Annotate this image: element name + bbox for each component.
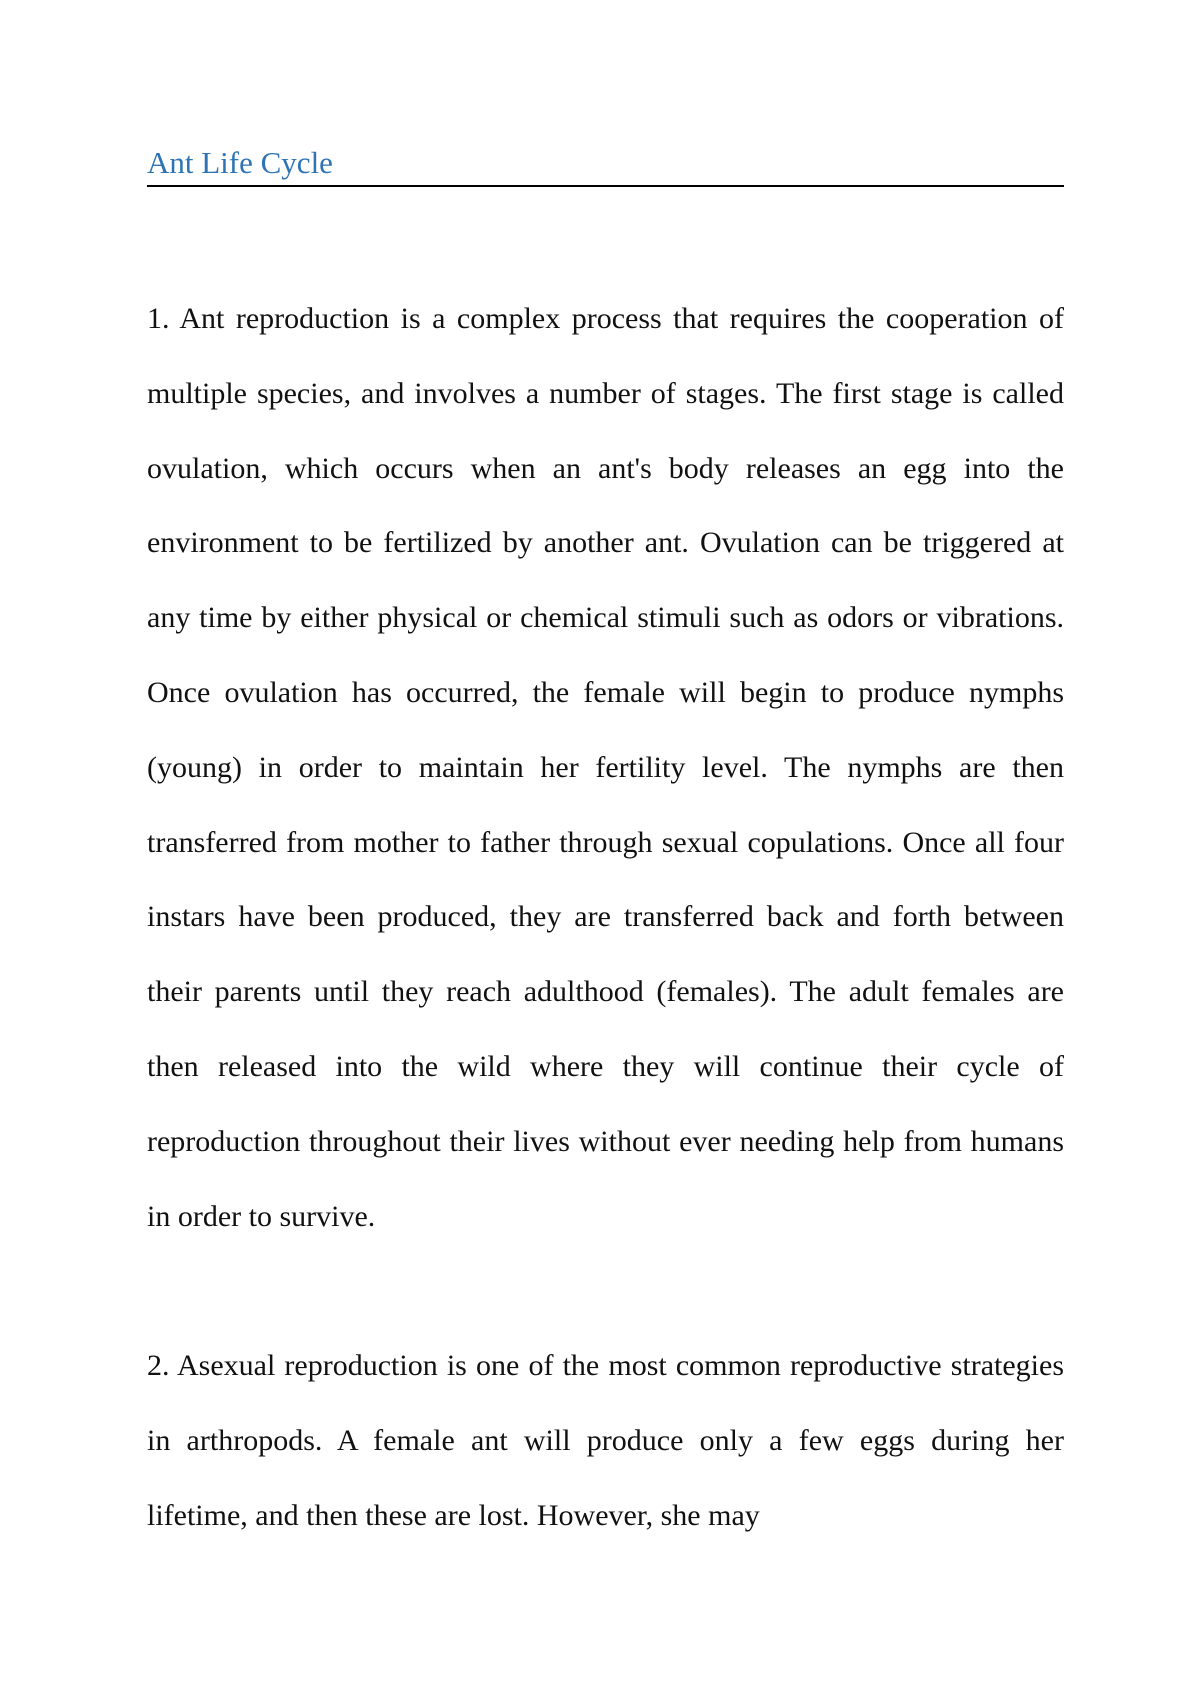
title-underline-rule [147,185,1064,187]
paragraph-2: 2. Asexual reproduction is one of the most common reproductive strategies in arthropods. A female ant will produce only a few eggs during her lifetime, and then these are lost. However, she may [147,1349,1064,1532]
paragraph-1: 1. Ant reproduction is a complex process that requires the cooperation of multiple species, and involves a number of stages. The first stage is called ovulation, which occurs when an ant's body releases an egg into the environment to be fertilized by another ant. Ovulation can be triggered at any time by either physical or chemical stimuli such as odors or vibrations. Once ovulation has occurred, the female will begin to produce nymphs (young) in order to maintain her fertility level. The nymphs are then transferred from mother to father through sexual copulations. Once all four instars have been produced, they are transferred back and forth between their parents until they reach adulthood (females). The adult females are then released into the wild where they will continue their cycle of reproduction throughout their lives without ever needing help from humans in order to survive. [147,302,1064,1233]
document-title: Ant Life Cycle [147,145,333,180]
